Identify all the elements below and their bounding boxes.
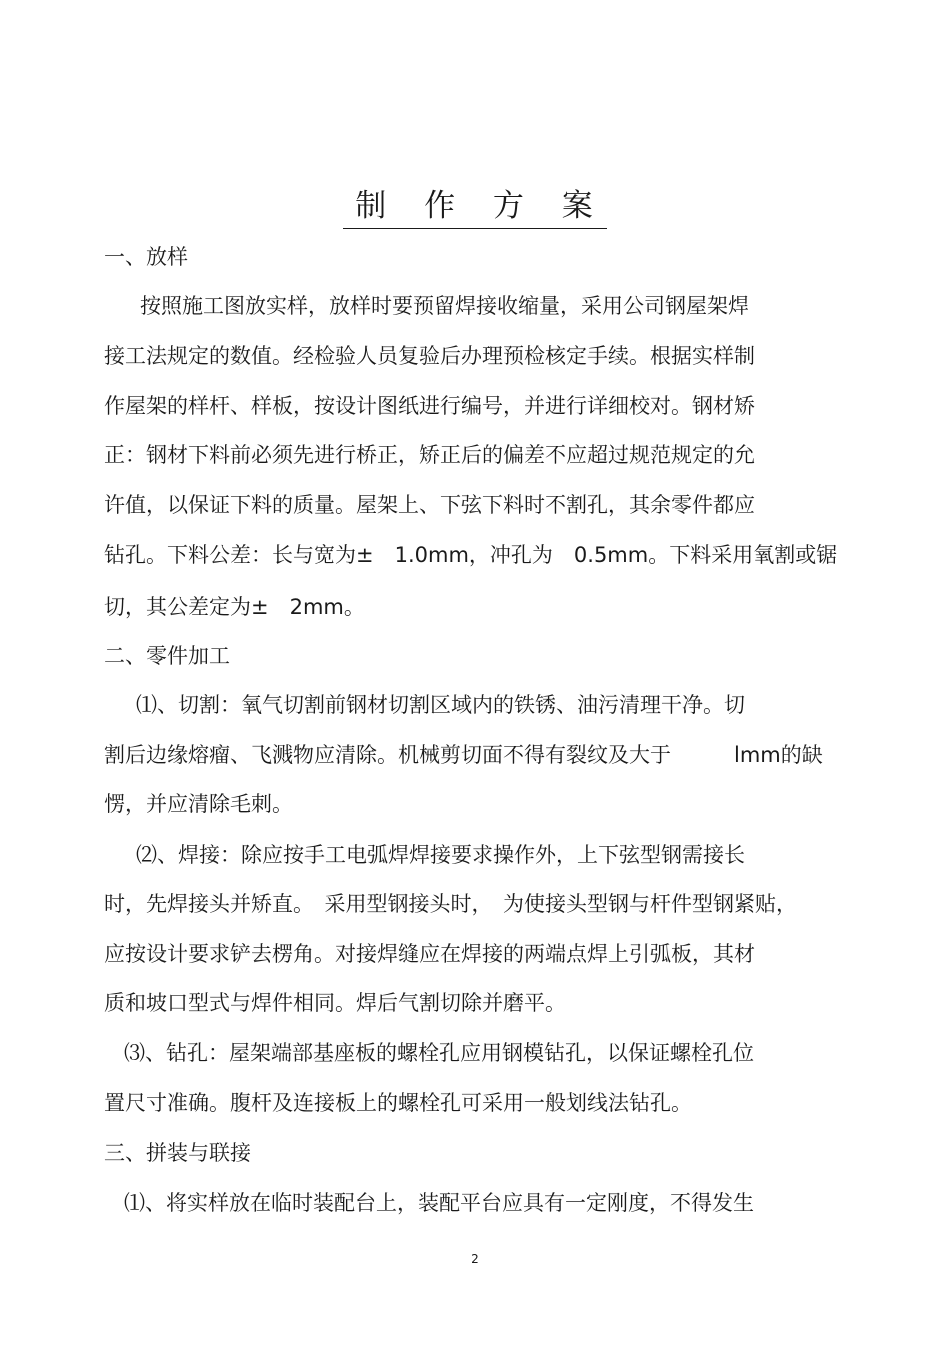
- paragraph-line: ⑴、切割：氧气切割前钢材切割区域内的铁锈、油污清理干净。切: [136, 693, 745, 717]
- paragraph-line: 按照施工图放实样，放样时要预留焊接收缩量，采用公司钢屋架焊: [140, 294, 749, 318]
- document-title: 制 作 方 案: [0, 186, 950, 229]
- paragraph-line: 切，其公差定为± 2mm。: [104, 595, 365, 619]
- section-heading: 二、零件加工: [104, 644, 230, 668]
- paragraph-line: 质和坡口型式与焊件相同。焊后气割切除并磨平。: [104, 991, 566, 1015]
- paragraph-line: ⑶、钻孔：屋架端部基座板的螺栓孔应用钢模钻孔，以保证螺栓孔位: [124, 1041, 754, 1065]
- paragraph-line: ⑴、将实样放在临时装配台上，装配平台应具有一定刚度，不得发生: [124, 1191, 754, 1215]
- paragraph-line: ⑵、焊接：除应按手工电弧焊焊接要求操作外，上下弦型钢需接长: [136, 843, 745, 867]
- page-number: 2: [471, 1252, 479, 1266]
- paragraph-line: 接工法规定的数值。经检验人员复验后办理预检核定手续。根据实样制: [104, 344, 755, 368]
- paragraph-line: 作屋架的样杆、样板，按设计图纸进行编号，并进行详细校对。钢材矫: [104, 394, 755, 418]
- paragraph-line: 应按设计要求铲去楞角。对接焊缝应在焊接的两端点焊上引弧板，其材: [104, 942, 755, 966]
- paragraph-line: 正：钢材下料前必须先进行桥正，矫正后的偏差不应超过规范规定的允: [104, 443, 755, 467]
- paragraph-line: 钻孔。下料公差：长与宽为± 1.0mm，冲孔为 0.5mm。下料采用氧割或锯: [104, 543, 838, 567]
- section-heading: 一、放样: [104, 245, 188, 269]
- paragraph-line: 置尺寸准确。腹杆及连接板上的螺栓孔可采用一般划线法钻孔。: [104, 1091, 692, 1115]
- paragraph-line: 许值，以保证下料的质量。屋架上、下弦下料时不割孔，其余零件都应: [104, 493, 755, 517]
- section-heading: 三、拼装与联接: [104, 1141, 251, 1165]
- paragraph-line: 割后边缘熔瘤、飞溅物应清除。机械剪切面不得有裂纹及大于 lmm的缺: [104, 743, 823, 767]
- paragraph-line: 愣，并应清除毛刺。: [104, 792, 293, 816]
- paragraph-line: 时，先焊接头并矫直。 采用型钢接头时， 为使接头型钢与杆件型钢紧贴，: [104, 892, 797, 916]
